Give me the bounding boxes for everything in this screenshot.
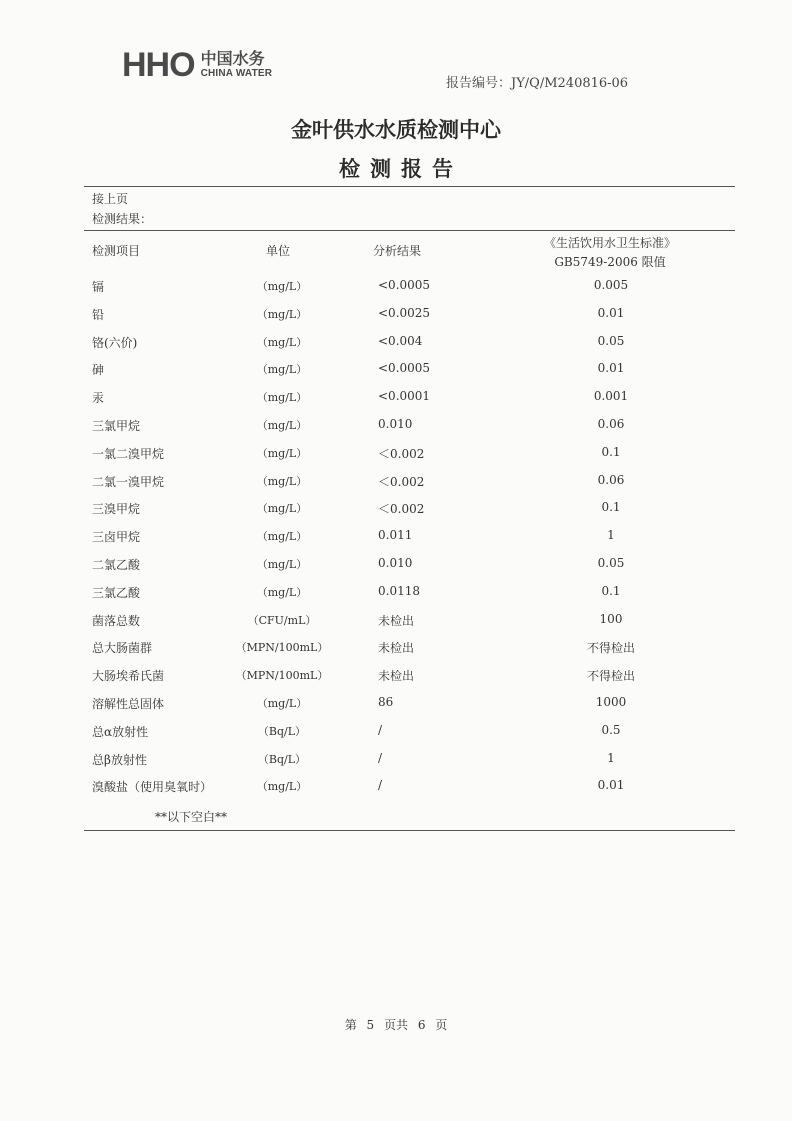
cell-unit: （mg/L） — [256, 335, 308, 349]
cell-item: 总α放射性 — [92, 724, 149, 739]
cell-limit: 0.1 — [601, 444, 621, 459]
cell-unit: （mg/L） — [256, 780, 308, 794]
table-row — [0, 584, 792, 604]
page-footer: 第 5 页共 6 页 — [344, 1018, 448, 1032]
cell-limit: 0.01 — [597, 361, 625, 376]
cell-item: 三氯甲烷 — [92, 419, 141, 433]
cell-unit: （mg/L） — [256, 502, 308, 516]
logo-wordmark — [201, 51, 273, 79]
cell-limit: 0.5 — [601, 722, 621, 737]
cell-unit: （CFU/mL） — [247, 613, 317, 627]
cell-limit: 0.1 — [601, 583, 621, 598]
cell-limit: 不得检出 — [586, 669, 635, 684]
cell-unit: （mg/L） — [256, 585, 308, 599]
cell-unit: （mg/L） — [256, 530, 308, 544]
cell-result: <0.0001 — [378, 389, 431, 404]
cell-item: 铬(六价) — [92, 335, 138, 350]
cell-item: 菌落总数 — [92, 613, 141, 628]
cell-result: / — [378, 750, 383, 765]
table-row — [0, 612, 792, 632]
table-row — [0, 556, 792, 576]
cell-result: 未检出 — [378, 641, 415, 656]
cell-item: 三溴甲烷 — [92, 502, 141, 517]
cell-unit: （MPN/100mL） — [235, 641, 329, 655]
table-row — [0, 778, 792, 798]
continued-note: 接上页 — [92, 192, 129, 206]
cell-result: 未检出 — [378, 669, 415, 684]
organization-title: 金叶供水水质检测中心 — [291, 118, 501, 142]
cell-item: 大肠埃希氏菌 — [92, 669, 165, 684]
cell-limit: 不得检出 — [586, 641, 635, 656]
cell-result: 未检出 — [378, 613, 415, 628]
table-row — [0, 389, 792, 409]
column-header-result: 分析结果 — [373, 244, 422, 258]
cell-item: 一氯二溴甲烷 — [92, 446, 165, 461]
cell-item: 砷 — [92, 363, 105, 378]
cell-limit: 0.06 — [597, 417, 625, 431]
cell-item: 二氯一溴甲烷 — [92, 474, 165, 489]
cell-result: / — [378, 722, 383, 737]
table-row — [0, 306, 792, 326]
cell-limit: 1 — [607, 528, 615, 543]
cell-item: 三卤甲烷 — [92, 530, 141, 545]
cell-unit: （Bq/L） — [257, 752, 307, 766]
column-header-unit: 单位 — [266, 244, 291, 258]
logo-mark: HHO — [122, 46, 195, 84]
table-row — [0, 361, 792, 381]
cell-unit: （mg/L） — [256, 697, 308, 710]
cell-limit: 0.001 — [593, 389, 629, 404]
cell-result: <0.0005 — [378, 278, 431, 292]
standard-code: GB5749-2006 限值 — [554, 255, 666, 269]
column-header-item: 检测项目 — [92, 244, 141, 258]
table-row — [0, 473, 792, 493]
cell-limit: 0.05 — [597, 333, 625, 348]
cell-item: 铅 — [92, 307, 105, 322]
cell-result: 0.0118 — [378, 583, 420, 598]
cell-result: ＜0.002 — [378, 446, 425, 461]
table-row — [0, 528, 792, 548]
table-row — [0, 334, 792, 354]
cell-item: 溶解性总固体 — [92, 697, 165, 711]
company-logo — [122, 48, 272, 82]
cell-unit: （mg/L） — [256, 280, 308, 293]
cell-result: <0.0025 — [378, 305, 431, 320]
cell-item: 二氯乙酸 — [92, 558, 141, 572]
report-number: 报告编号：JY/Q/M240816-06 — [446, 76, 629, 91]
cell-item: 镉 — [92, 280, 105, 294]
cell-result: 0.011 — [378, 528, 413, 543]
cell-result: 0.010 — [378, 556, 413, 570]
table-row — [0, 751, 792, 771]
cell-item: 汞 — [92, 391, 105, 406]
cell-result: ＜0.002 — [378, 474, 425, 489]
cell-limit: 0.01 — [597, 305, 625, 320]
table-row — [0, 639, 792, 659]
cell-unit: （Bq/L） — [257, 724, 307, 738]
bottom-divider — [84, 830, 735, 831]
cell-unit: （mg/L） — [256, 558, 308, 571]
standard-name: 《生活饮用水卫生标准》 — [543, 236, 676, 250]
table-row — [0, 445, 792, 465]
cell-result: <0.004 — [378, 333, 423, 348]
cell-unit: （mg/L） — [256, 307, 308, 321]
cell-limit: 0.01 — [597, 778, 625, 793]
cell-unit: （mg/L） — [256, 419, 308, 432]
document-title: 检测报告 — [339, 157, 463, 181]
cell-limit: 0.06 — [597, 472, 625, 487]
cell-limit: 1000 — [595, 695, 627, 709]
column-header-standard — [535, 234, 685, 272]
cell-result: 86 — [378, 695, 394, 709]
end-marker: **以下空白** — [155, 810, 228, 824]
cell-result: 0.010 — [378, 417, 413, 431]
cell-unit: （MPN/100mL） — [235, 669, 329, 683]
table-row — [0, 417, 792, 437]
logo-cn-text: 中国水务 — [200, 49, 265, 68]
table-row — [0, 278, 792, 298]
cell-unit: （mg/L） — [256, 446, 308, 460]
cell-unit: （mg/L） — [256, 363, 308, 377]
cell-result: ＜0.002 — [378, 502, 425, 517]
cell-item: 总β放射性 — [92, 752, 147, 767]
cell-item: 总大肠菌群 — [92, 641, 153, 656]
table-row — [0, 695, 792, 715]
results-label: 检测结果： — [92, 212, 153, 226]
cell-result: <0.0005 — [378, 361, 431, 376]
cell-unit: （mg/L） — [256, 391, 308, 405]
cell-item: 溴酸盐（使用臭氧时） — [92, 780, 213, 795]
cell-unit: （mg/L） — [256, 474, 308, 488]
table-row — [0, 723, 792, 743]
top-divider — [84, 186, 735, 187]
cell-limit: 0.005 — [593, 278, 629, 292]
cell-limit: 0.05 — [597, 556, 625, 570]
cell-limit: 1 — [607, 750, 615, 765]
cell-item: 三氯乙酸 — [92, 585, 141, 600]
header-divider — [84, 230, 735, 231]
table-row — [0, 500, 792, 520]
table-row — [0, 667, 792, 687]
cell-limit: 100 — [599, 611, 623, 626]
cell-limit: 0.1 — [601, 500, 621, 515]
cell-result: / — [378, 778, 383, 793]
logo-en-text: CHINA WATER — [200, 68, 273, 79]
